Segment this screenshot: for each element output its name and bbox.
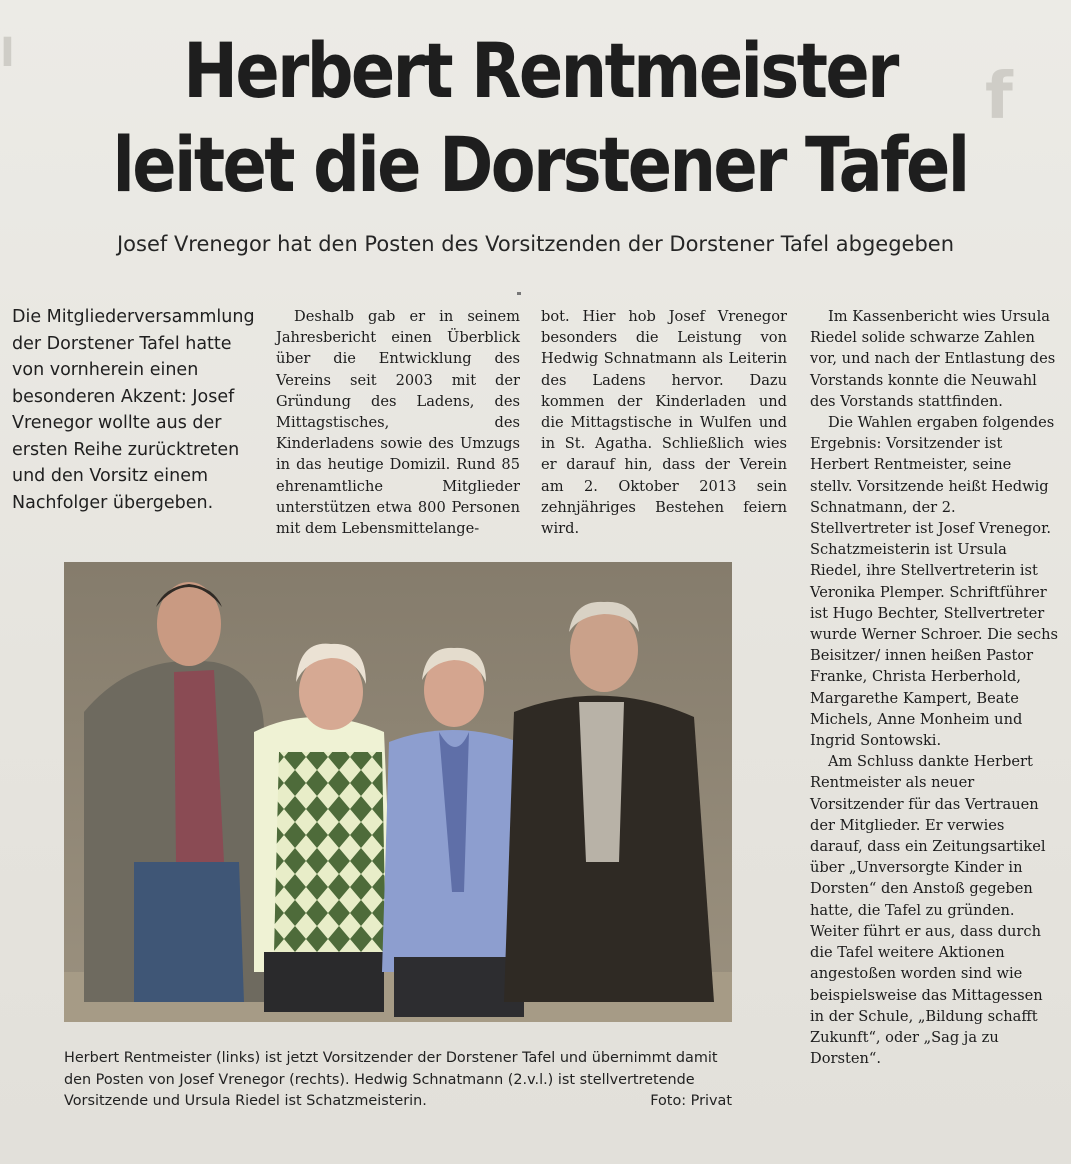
- body-column-4: [810, 306, 1058, 1069]
- headline-line-1: Herbert Rentmeister: [183, 26, 897, 115]
- group-photo: [64, 562, 732, 1022]
- body-column-3: [541, 306, 787, 539]
- article-subheadline: Josef Vrenegor hat den Posten des Vorsitzenden der Dorstener Tafel abgegeben: [116, 232, 955, 256]
- bleed-through-right: f: [985, 60, 1013, 134]
- photo-credit: Foto: Privat: [650, 1093, 732, 1109]
- body-paragraph: Die Wahlen ergaben folgendes Ergebnis: Vorsitzender ist Herbert Rentmeister, seine stellv. Vorsitzende heißt Hedwig Schnatmann, der 2. Stellvertreter ist Josef Vrenegor. Schatzmeisterin ist Ursula Riedel, ihre Stellvertreterin ist Veronika Plemper. Schriftführer ist Hugo Bechter, Stellvertreter wurde Werner Schroer. Die sechs Beisitzer/ innen heißen Pastor Franke, Christa Herberhold, Margarethe Kampert, Beate Michels, Anne Monheim und Ingrid Sontowski.: [810, 414, 1059, 750]
- print-speck: [517, 292, 521, 295]
- group-photo-illustration: [64, 562, 732, 1022]
- body-column-2: [276, 306, 520, 539]
- body-paragraph: Am Schluss dankte Herbert Rentmeister als neuer Vorsitzender für das Vertrauen der Mitglieder. Er verwies darauf, dass ein Zeitungsartikel über „Unversorgte Kinder in Dorsten“ den Anstoß gegeben hatte, die Tafel zu gründen. Weiter führt er aus, dass durch die Tafel weitere Aktionen angestoßen worden sind wie beispielsweise das Mittagessen in der Schule, „Bildung schafft Zukunft“, oder „Sag ja zu Dorsten“.: [810, 753, 1046, 1068]
- body-paragraph: bot. Hier hob Josef Vrenegor besonders die Leistung von Hedwig Schnatmann als Leiterin des Ladens hervor. Dazu kommen der Kinderladen und die Mittagstische in Wulfen und in St. Agatha. Schließlich wies er darauf hin, dass der Verein am 2. Oktober 2013 sein zehnjähriges Bestehen feiern wird.: [541, 308, 787, 538]
- body-paragraph: Im Kassenbericht wies Ursula Riedel solide schwarze Zahlen vor, und nach der Entlastung des Vorstands konnte die Neuwahl des Vorstands stattfinden.: [810, 308, 1056, 410]
- caption-text: Herbert Rentmeister (links) ist jetzt Vorsitzender der Dorstener Tafel und übernimmt damit den Posten von Josef Vrenegor (rechts). Hedwig Schnatmann (2.v.l.) ist stellvertretende Vorsitzende und Ursula Riedel ist Schatzmeisterin.: [64, 1050, 718, 1109]
- article-intro: Die Mitgliederversammlung der Dorstener Tafel hatte von vornherein einen besonderen Akzent: Josef Vrenegor wollte aus der ersten Reihe zurücktreten und den Vorsitz einem Nachfolger übergeben.: [12, 307, 255, 513]
- article-headline: [110, 24, 970, 212]
- photo-caption: [64, 1048, 732, 1113]
- bleed-through-left: I: [0, 30, 15, 76]
- headline-line-2: leitet die Dorstener Tafel: [112, 120, 968, 209]
- body-paragraph: Deshalb gab er in seinem Jahresbericht einen Überblick über die Entwicklung des Vereins seit 2003 mit der Gründung des Ladens, des Mittagstisches, des Kinderladens sowie des Umzugs in das heutige Domizil. Rund 85 ehrenamtliche Mitglieder unterstützen etwa 800 Personen mit dem Lebensmittelange-: [276, 308, 520, 538]
